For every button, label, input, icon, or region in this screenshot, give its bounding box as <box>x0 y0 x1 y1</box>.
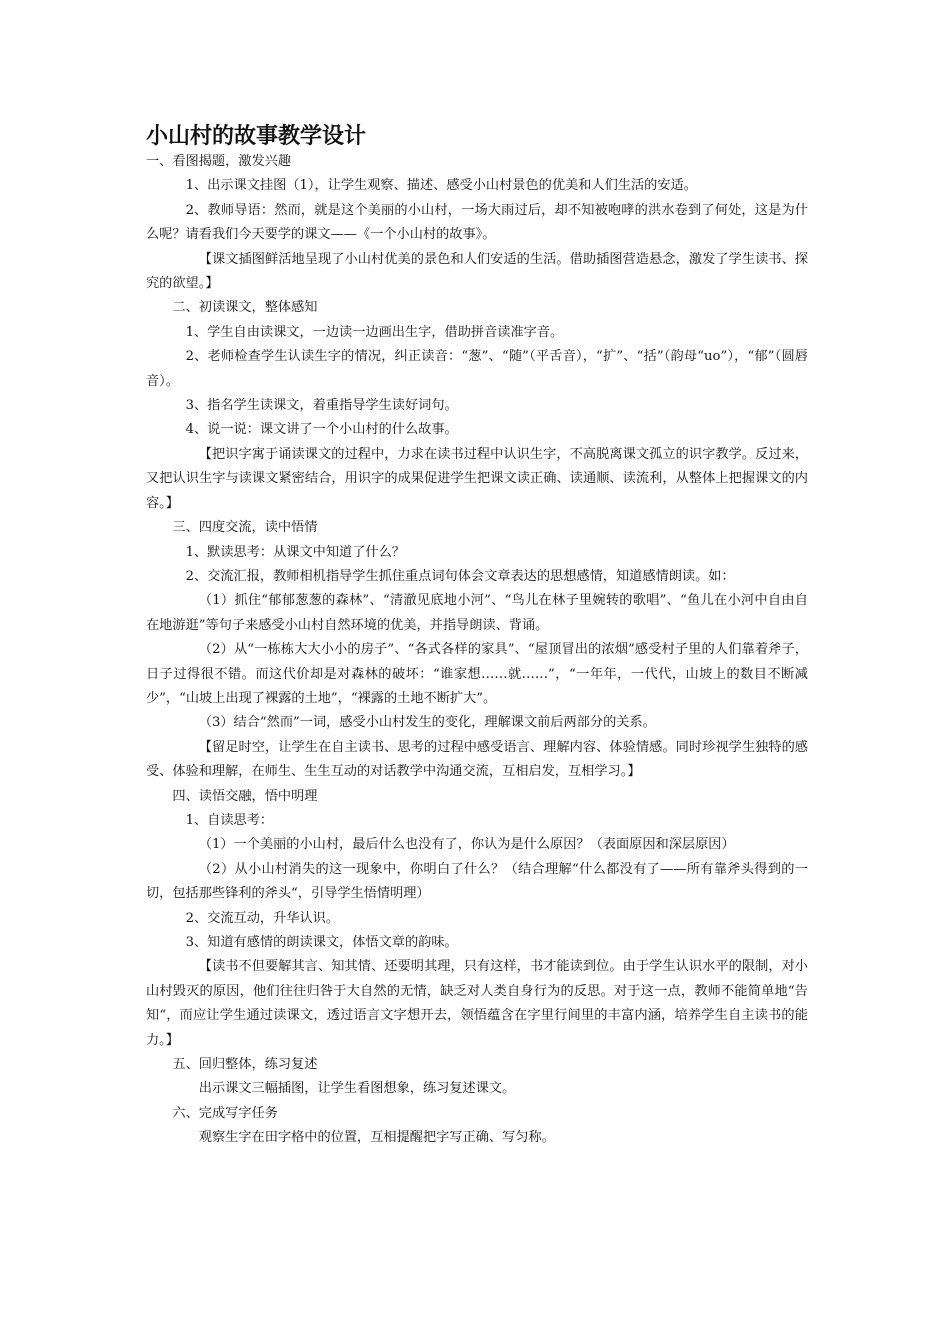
paragraph: 【把识字寓于诵读课文的过程中，力求在读书过程中认识生字，不高脱离课文孤立的识字教学。反过来，又把认识生字与读课文紧密结合，用识字的成果促进学生把课文读正确、读通顺、读流利，从整体上把握课文的内容。】 <box>146 446 808 511</box>
paragraph: 观察生字在田字格中的位置，互相提醒把字写正确、写匀称。 <box>198 1130 555 1146</box>
paragraph: 一、看图揭题，激发兴趣 <box>146 154 292 169</box>
paragraph: 二、初读课文，整体感知 <box>172 300 318 316</box>
paragraph: （2）从小山村消失的这一现象中，你明白了什么？（结合理解“什么都没有了——所有靠斧头得到的一切，包括那些锋利的斧头“，引导学生悟情明理） <box>146 861 808 902</box>
document-title: 小山村的故事教学设计 <box>146 124 367 149</box>
paragraph: 【课文插图鲜活地呈现了小山村优美的景色和人们安适的生活。借助插图营造悬念，激发了学生读书、探究的欲望。】 <box>146 251 808 292</box>
paragraph: （2）从“一栋栋大大小小的房子”、“各式各样的家具”、“屋顶冒出的浓烟”感受村子里的人们靠着斧子，日子过得很不错。而这代价却是对森林的破坏：“谁家想……就……”，“一年年，一代代，山坡上的数目不断减少”，“山坡上出现了裸露的土地”，“裸露的土地不断扩大”。 <box>146 642 808 706</box>
paragraph: 2、老师检查学生认读生字的情况，纠正读音：“葱”、“随”（平舌音），“扩”、“括”（韵母“uo”），“郁”（圆唇音）。 <box>146 349 808 389</box>
paragraph: 1、出示课文挂图（1），让学生观察、描述、感受小山村景色的优美和人们生活的安适。 <box>185 178 697 194</box>
paragraph: 出示课文三幅插图，让学生看图想象，练习复述课文。 <box>198 1081 516 1097</box>
paragraph: 2、教师导语：然而，就是这个美丽的小山村，一场大雨过后，却不知被咆哮的洪水卷到了何处，这是为什么呢？请看我们今天要学的课文——《一个小山村的故事》。 <box>146 202 808 243</box>
paragraph: 五、回归整体，练习复述 <box>172 1057 318 1073</box>
paragraph: 1、学生自由读课文，一边读一边画出生字，借助拼音读准字音。 <box>185 324 564 340</box>
paragraph: 1、自读思考： <box>185 812 274 828</box>
paragraph: （1）一个美丽的小山村，最后什么也没有了，你认为是什么原因？（表面原因和深层原因） <box>198 837 735 853</box>
paragraph: 三、四度交流，读中悟情 <box>172 520 318 536</box>
paragraph: （3）结合“然而”一词，感受小山村发生的变化，理解课文前后两部分的关系。 <box>198 715 656 731</box>
paragraph: 4、说一说：课文讲了一个小山村的什么故事。 <box>185 422 458 438</box>
paragraph: 2、交流互动，升华认识。 <box>185 910 340 926</box>
paragraph: 【读书不但要解其言、知其情、还要明其理，只有这样，书才能读到位。由于学生认识水平的限制，对小山村毁灭的原因，他们往往归咎于大自然的无情，缺乏对人类自身行为的反思。对于这一点，教师不能简单地“告知“，而应让学生通过读课文，透过语言文字想开去，领悟蕴含在字里行间里的丰富内涵，培养学生自主读书的能力。】 <box>146 959 808 1048</box>
paragraph: 四、读悟交融，悟中明理 <box>172 788 318 804</box>
document-body <box>146 150 808 1151</box>
paragraph: （1）抓住“郁郁葱葱的森林”、“清澈见底地小河”、“鸟儿在林子里婉转的歌唱”、“鱼儿在小河中自由自在地游逛”等句子来感受小山村自然环境的优美，并指导朗读、背诵。 <box>146 593 808 633</box>
paragraph: 3、知道有感情的朗读课文，体悟文章的韵味。 <box>185 935 458 950</box>
paragraph: 1、默读思考：从课文中知道了什么？ <box>185 544 405 560</box>
paragraph: 【留足时空，让学生在自主读书、思考的过程中感受语言、理解内容、体验情感。同时珍视学生独特的感受、体验和理解，在师生、生生互动的对话教学中沟通交流，互相启发，互相学习。】 <box>146 739 808 780</box>
paragraph: 六、完成写字任务 <box>172 1105 278 1121</box>
paragraph: 2、交流汇报，教师相机指导学生抓住重点词句体会文章表达的思想感情，知道感情朗读。如： <box>185 568 735 584</box>
paragraph: 3、指名学生读课文，着重指导学生读好词句。 <box>185 398 458 414</box>
